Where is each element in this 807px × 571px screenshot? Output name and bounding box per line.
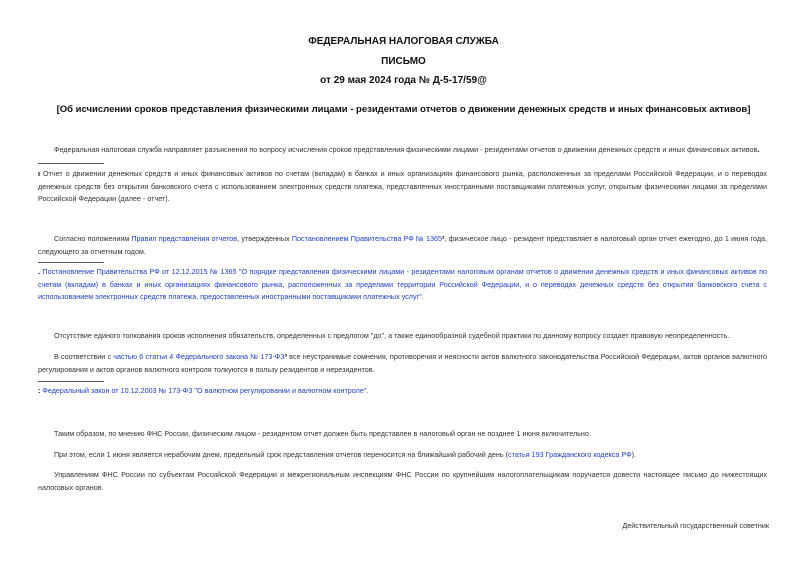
paragraph-conclusion: Таким образом, по мнению ФНС России, физическим лицом - резидентом отчет должен быть представлен в налоговый орган не позднее 1 июня включительно.: [54, 429, 591, 438]
paragraph-holiday: [38, 449, 767, 462]
footnote-3: [38, 385, 767, 398]
link-footnote-3[interactable]: Федеральный закон от 10.12.2003 № 173-ФЗ "О валютном регулировании и валютном контроле".: [42, 386, 369, 395]
paragraph-rules-text: , утвержденных: [237, 234, 292, 243]
paragraph-law-text: все неустранимые сомнения, противоречия и неясности актов валютного законодательства Российской Федерации, актов органов валютного регулирования и актов органов валютного контроля толкуются в пользу резидентов и нерезидентов.: [38, 352, 767, 374]
footnote-marker: ³: [284, 352, 287, 361]
paragraph-rules-text: , физическое лицо - резидент представляет в налоговый орган отчет ежегодно, до 1 июня года, следующего за отчетным годом.: [38, 234, 768, 256]
footnote-1: [38, 168, 767, 206]
paragraph-law-text: В соответствии с: [54, 352, 114, 361]
footnote-marker: :: [38, 386, 41, 395]
footnote-divider: [38, 262, 104, 263]
doc-subject: [Об исчислении сроков представления физическими лицами - резидентами отчетов о движении денежных средств и иных финансовых активов]: [56, 104, 751, 115]
paragraph-holiday-text: ).: [631, 450, 636, 459]
paragraph-intro: [38, 144, 767, 157]
link-resolution-1365[interactable]: Постановлением Правительства РФ № 1365: [291, 234, 443, 243]
link-law-173[interactable]: частью 6 статьи 4 Федерального закона № 173-ФЗ: [113, 352, 285, 361]
paragraph-instruction: Управлениям ФНС России по субъектам Российской Федерации и межрегиональным инспекциям ФНС России по крупнейшим налогоплательщикам поручается довести настоящее письмо до нижестоящих налоговых органов.: [38, 470, 767, 492]
paragraph-holiday-text: При этом, если 1 июня является нерабочим днем, предельный срок представления отчетов переносится на ближайший рабочий день (: [54, 450, 509, 459]
paragraph-uncertainty: Отсутствие единого толкования сроков исполнения обязательств, определенных с предлогом "до", а также единообразной судебной практики по данному вопросу создает правовую неопределенность.: [54, 331, 730, 340]
signature-title: Действительный государственный советник: [622, 521, 769, 530]
link-footnote-2[interactable]: Постановление Правительства РФ от 12.12.2015 № 1365 "О порядке представления физическими лицами - резидентами налоговым органам отчетов о движении денежных средств и иных финансовых активов по счетам (вкладам) в банках и иных организациях финансового рынка, расположенных за пределами территории Российской Федерации, и о переводах денежных средств без открытия банковского счета с использованием электронных средств платежа, предоставленных иностранными поставщиками платежных услуг".: [38, 267, 767, 301]
footnote-2: [38, 266, 767, 304]
agency-title: ФЕДЕРАЛЬНАЯ НАЛОГОВАЯ СЛУЖБА: [308, 36, 499, 47]
footnote-marker: .: [757, 145, 760, 154]
paragraph-intro-text: Федеральная налоговая служба направляет разъяснения по вопросу исчисления сроков представления физическими лицами - резидентами отчетов о движении денежных средств и иных финансовых активов: [54, 145, 758, 154]
doc-type: ПИСЬМО: [381, 56, 426, 67]
paragraph-law: [38, 351, 767, 376]
link-rules[interactable]: Правил представления отчетов: [131, 234, 238, 243]
footnote-divider: [38, 163, 104, 164]
paragraph-rules: [38, 233, 767, 258]
footnote-marker: .: [38, 267, 40, 276]
doc-date: от 29 мая 2024 года № Д-5-17/59@: [320, 75, 487, 86]
footnote-marker: ı: [38, 169, 40, 178]
paragraph-rules-text: Согласно положениям: [54, 234, 132, 243]
footnote-divider: [38, 381, 104, 382]
footnote-marker: ²: [442, 234, 445, 243]
footnote-1-text: Отчет о движении денежных средств и иных финансовых активов по счетам (вкладам) в банках и иных организациях финансового рынка, расположенных за пределами Российской Федерации, и о переводах денежных средств без открытия банковского счета с использованием электронных средств платежа, представленных иностранными поставщиками платежных услуг, открытым физическими лицами за пределами Российской Федерации (далее - отчет).: [38, 169, 768, 203]
link-civil-code-193[interactable]: статья 193 Гражданского кодекса РФ: [508, 450, 632, 459]
